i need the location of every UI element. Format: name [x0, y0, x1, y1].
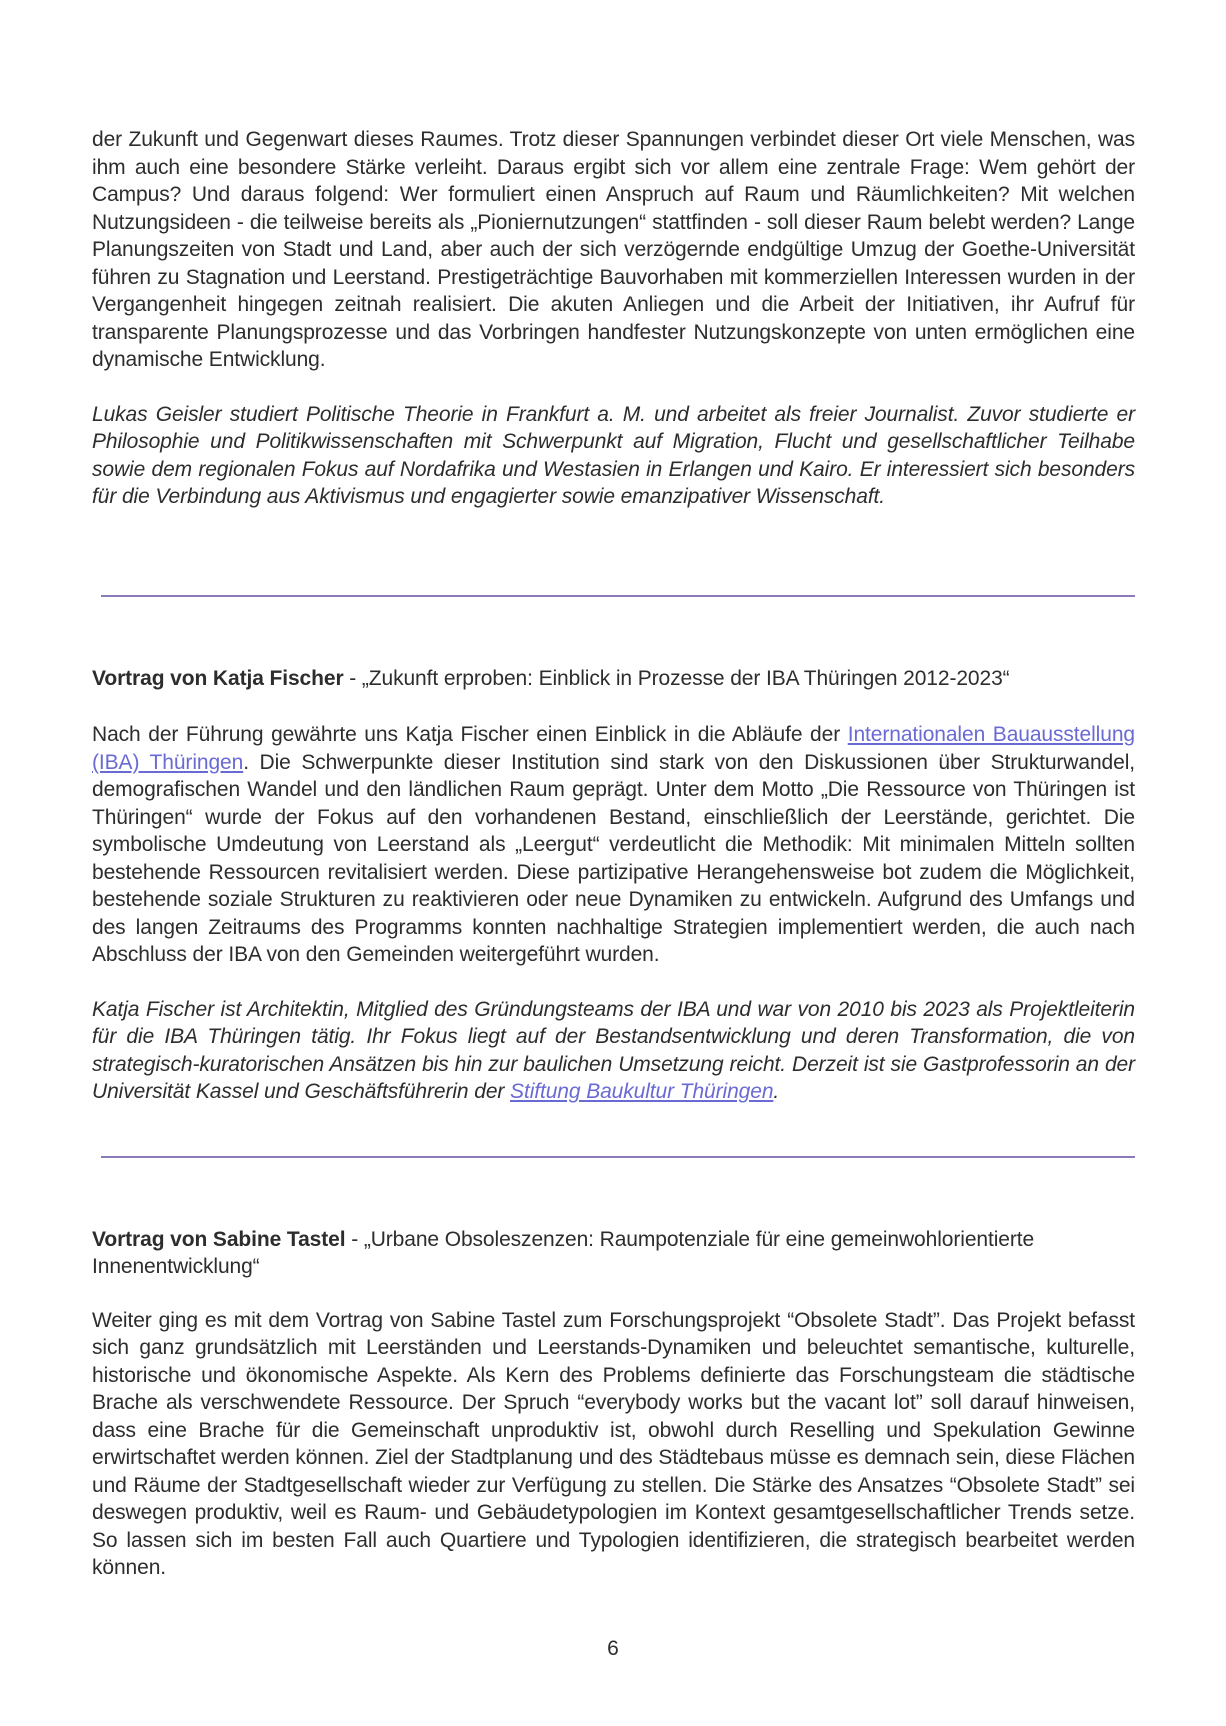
section-heading-katja-fischer — [92, 665, 1135, 693]
paragraph-text: Nach der Führung gewährte uns Katja Fischer einen Einblick in die Abläufe der — [92, 723, 848, 746]
paragraph-sabine-tastel-talk: Weiter ging es mit dem Vortrag von Sabine Tastel zum Forschungsprojekt “Obsolete Stadt”. Das Projekt befasst sich ganz grundsätzlich mit Leerständen und Leerstands-Dynamiken und beleuchtet semantische, kulturelle, historische und ökonomische Aspekte. Als Kern des Problems definierte das Forschungsteam die städtische Brache als verschwendete Ressource. Der Spruch “everybody works but the vacant lot” soll darauf hinweisen, dass eine Brache für die Gemeinschaft unproduktiv ist, obwohl durch Reselling und Spekulation Gewinne erwirtschaftet werden können. Ziel der Stadtplanung und des Städtebaus müsse es demnach sein, diese Flächen und Räume der Stadtgesellschaft wieder zur Verfügung zu stellen. Die Stärke des Ansatzes “Obsolete Stadt” sei deswegen produktiv, weil es Raum- und Gebäudetypologien im Kontext gesamtgesellschaftlicher Trends setze. So lassen sich im besten Fall auch Quartiere und Typologien identifizieren, die strategisch bearbeitet werden können. — [92, 1308, 1135, 1579]
page-number: 6 — [607, 1637, 619, 1660]
talk-title-katja-fischer: - „Zukunft erproben: Einblick in Prozesse der IBA Thüringen 2012-2023“ — [343, 666, 1010, 690]
link-stiftung-baukultur-thueringen[interactable]: Stiftung Baukultur Thüringen — [510, 1080, 774, 1103]
speaker-name-katja-fischer: Vortrag von Katja Fischer — [92, 666, 344, 690]
document-content — [92, 126, 1135, 1582]
paragraph-campus-intro: der Zukunft und Gegenwart dieses Raumes. Trotz dieser Spannungen verbindet dieser Ort viele Menschen, was ihm auch eine besondere Stärke verleiht. Daraus ergibt sich vor allem eine zentrale Frage: Wem gehört der Campus? Und daraus folgend: Wer formuliert einen Anspruch auf Raum und Räumlichkeiten? Mit welchen Nutzungsideen - die teilweise bereits als „Pioniernutzungen“ stattfinden - soll dieser Raum belebt werden? Lange Planungszeiten von Stadt und Land, aber auch der sich verzögernde endgültige Umzug der Goethe-Universität führen zu Stagnation und Leerstand. Prestigeträchtige Bauvorhaben mit kommerziellen Interessen wurden in der Vergangenheit hingegen zeitnah realisiert. Die akuten Anliegen und die Arbeit der Initiativen, ihr Aufruf für transparente Planungsprozesse und das Vorbringen handfester Nutzungskonzepte von unten ermöglichen eine dynamische Entwicklung. — [92, 128, 1135, 371]
bio-paragraph-lukas-geisler: Lukas Geisler studiert Politische Theorie in Frankfurt a. M. und arbeitet als freier Journalist. Zuvor studierte er Philosophie und Politikwissenschaften mit Schwerpunkt auf Migration, Flucht und gesellschaftlicher Teilhabe sowie dem regionalen Fokus auf Nordafrika und Westasien in Erlangen und Kairo. Er interessiert sich besonders für die Verbindung aus Aktivismus und engagierter sowie emanzipativer Wissenschaft. — [92, 402, 1135, 508]
paragraph-katja-fischer-talk — [92, 721, 1135, 969]
bio-paragraph-katja-fischer — [92, 996, 1135, 1106]
section-divider — [101, 595, 1135, 597]
paragraph-text: . Die Schwerpunkte dieser Institution sind stark von den Diskussionen über Strukturwandel, demografischen Wandel und den ländlichen Raum geprägt. Unter dem Motto „Die Ressource von Thüringen ist Thüringen“ wurde der Fokus auf den vorhandenen Bestand, einschließlich der Leerstände, gerichtet. Die symbolische Umdeutung von Leerstand als „Leergut“ verdeutlicht die Methodik: Mit minimalen Mitteln sollten bestehende Ressourcen revitalisiert werden. Diese partizipative Herangehensweise bot zudem die Möglichkeit, bestehende soziale Strukturen zu reaktivieren oder neue Dynamiken zu entwickeln. Aufgrund des Umfangs und des langen Zeitraums des Programms konnten nachhaltige Strategien implementiert werden, die auch nach Abschluss der IBA von den Gemeinden weitergeführt wurden. — [92, 750, 1135, 966]
speaker-name-sabine-tastel: Vortrag von Sabine Tastel — [92, 1227, 346, 1251]
talk-title-sabine-tastel: - „Urbane Obsoleszenzen: Raumpotenziale für eine gemeinwohlorientierte Innenentwicklung“ — [92, 1227, 1035, 1278]
paragraph-text: . — [773, 1080, 780, 1103]
link-iba-thueringen[interactable]: Internationalen Bauausstellung (IBA) Thüringen — [92, 723, 1135, 774]
section-divider — [101, 1156, 1135, 1158]
paragraph-text: Katja Fischer ist Architektin, Mitglied des Gründungsteams der IBA und war von 2010 bis 2023 als Projektleiterin für die IBA Thüringen tätig. Ihr Fokus liegt auf der Bestandsentwicklung und deren Transformation, die von strategisch-kuratorischen Ansätzen bis hin zur baulichen Umsetzung reicht. Derzeit ist sie Gastprofessorin an der Universität Kassel und Geschäftsführerin der — [92, 997, 1135, 1103]
section-heading-sabine-tastel — [92, 1226, 1135, 1281]
